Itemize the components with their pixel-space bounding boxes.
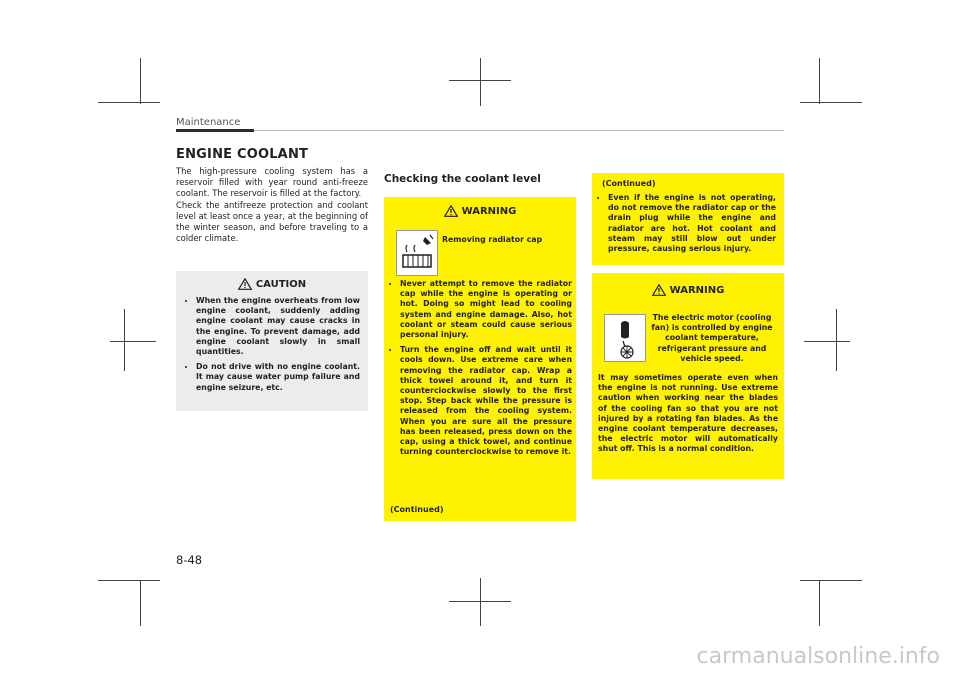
warning1-list <box>384 279 580 462</box>
warning2-item-1: • Even if the engine is not operating, do not remove the radiator cap or the drain plug while the engine and radiator are hot. Hot coolant and steam may still blow out under pressure, causing serious injury. <box>608 193 776 254</box>
watermark: carmanualsonline.info <box>696 644 940 669</box>
warning-triangle-icon <box>238 278 252 290</box>
warning-heading <box>384 205 576 217</box>
warning3-caption: The electric motor (cooling fan) is controlled by engine coolant temperature, refrigerant pressure and vehicle speed. <box>651 313 773 363</box>
warning1-item-2: • Turn the engine off and wait until it cools down. Use extreme care when removing the radiator cap. Wrap a thick towel around it, and turn it counterclockwise slowly to the first stop. Step back while the pressure is released from the cooling system. When you are sure all the pressure has been released, press down on the cap, using a thick towel, and continue turning counterclockwise to remove it. <box>400 345 572 457</box>
caution-box <box>176 271 368 411</box>
caution-list <box>176 296 368 393</box>
caution-item-2: • Do not drive with no engine coolant. It may cause water pump failure and engine seizure, etc. <box>196 362 360 393</box>
intro-paragraph-2: Check the antifreeze protection and coolant level at least once a year, at the beginning of the winter season, and before traveling to a colder climate. <box>176 199 368 244</box>
warning-heading-label: WARNING <box>669 284 725 296</box>
cooling-fan-hand-icon <box>604 314 646 362</box>
warning-triangle-icon <box>444 205 458 217</box>
warning1-item-1: • Never attempt to remove the radiator cap while the engine is operating or hot. Doing so might lead to cooling system and engine damage. Also, hot coolant or steam could cause serious personal injury. <box>400 279 572 340</box>
page-title: ENGINE COOLANT <box>176 147 309 162</box>
warning-box-radiator-cap <box>384 197 576 521</box>
warning-box-continued <box>592 173 784 265</box>
continued-top-label: (Continued) <box>602 179 656 188</box>
header-accent-bar <box>176 129 254 132</box>
warning2-list <box>592 193 784 259</box>
intro-text <box>176 166 368 244</box>
warning1-caption: Removing radiator cap <box>442 235 543 244</box>
warning-triangle-icon <box>652 284 666 296</box>
warning-heading-label: WARNING <box>461 205 517 217</box>
warning3-body: It may sometimes operate even when the engine is not running. Use extreme caution when working near the blades of the cooling fan so that you are not injured by a rotating fan blades. As the engine coolant temperature decreases, the electric motor will automatically shut off. This is a normal condition. <box>598 373 778 454</box>
caution-item-1: • When the engine overheats from low engine coolant, suddenly adding engine coolant may cause cracks in the engine. To prevent damage, add engine coolant slowly in small quantities. <box>196 296 360 357</box>
warning-heading <box>592 284 784 296</box>
intro-paragraph-1: The high-pressure cooling system has a reservoir filled with year round anti-freeze coolant. The reservoir is filled at the factory. <box>176 166 368 199</box>
caution-heading <box>176 278 368 290</box>
section-subtitle: Checking the coolant level <box>384 173 541 185</box>
warning-box-cooling-fan <box>592 273 784 479</box>
hot-radiator-icon <box>396 230 438 276</box>
continued-label: (Continued) <box>390 505 444 514</box>
page-number: 8-48 <box>176 553 203 567</box>
caution-heading-label: CAUTION <box>255 278 307 290</box>
header-rule <box>176 130 784 131</box>
section-label: Maintenance <box>176 117 241 128</box>
